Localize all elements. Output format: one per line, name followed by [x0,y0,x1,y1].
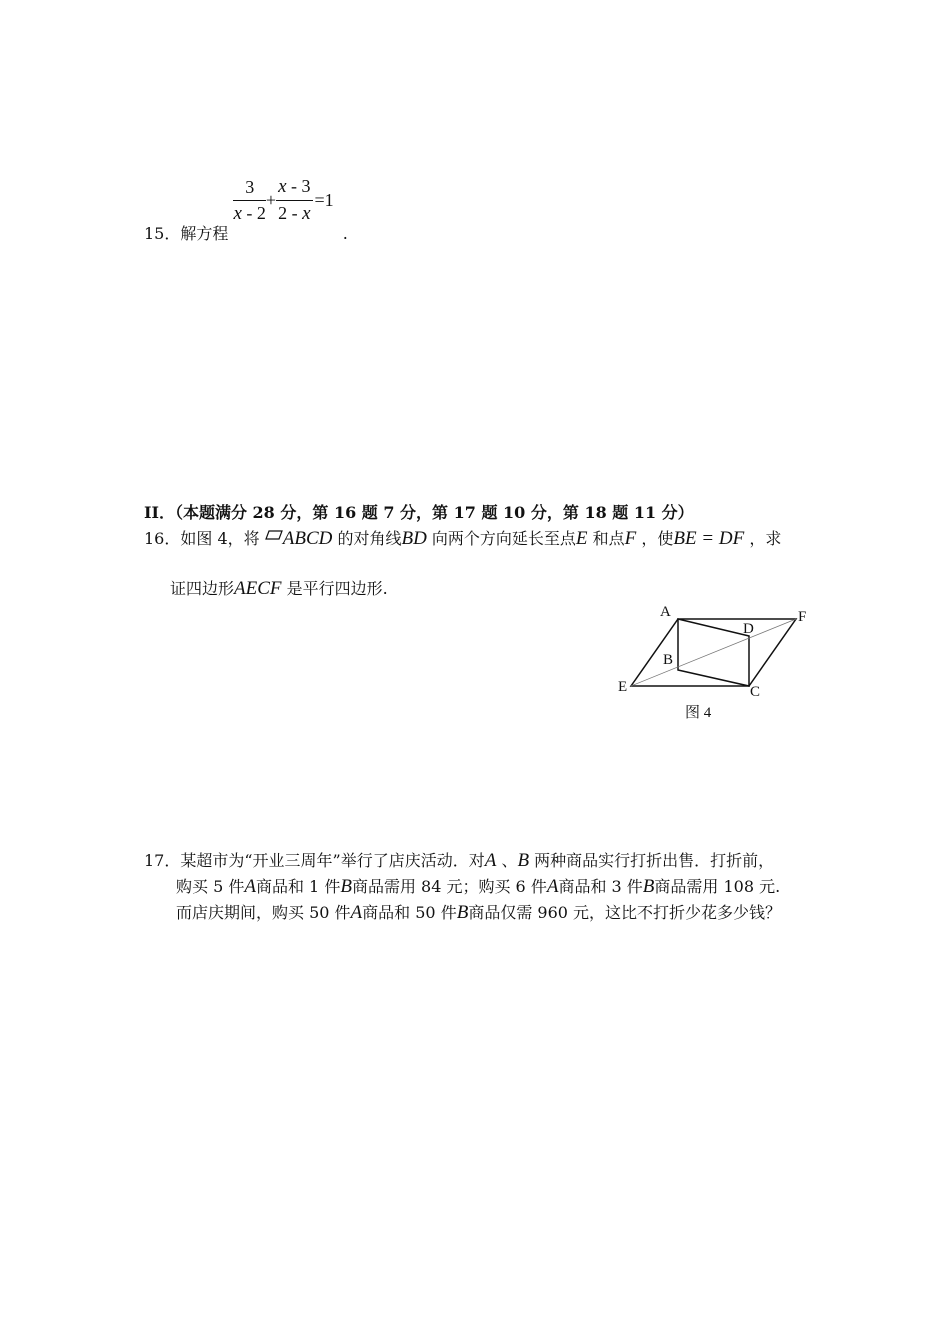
fraction-1-numerator: 3 [233,177,265,201]
label-e: E [618,679,628,695]
fraction-1 [233,177,265,225]
plus-sign: + [265,190,277,210]
equals-one: =1 [314,190,334,210]
diagonal-ef [631,619,796,686]
figure-4-diagram [610,598,820,728]
question-17-line-1: 17．某超市为“开业三周年”举行了店庆活动．对A 、B 两种商品实行打折出售．打折前， [144,850,775,871]
question-16-line-2: 证四边形AECF 是平行四边形. [170,578,388,599]
question-16-number: 16． [144,529,181,548]
label-a: A [660,604,671,620]
question-15-number: 15． [144,224,181,243]
fraction-2-denominator: 2 - x [278,203,311,224]
fraction-2-numerator: x - 3 [276,176,312,201]
fraction-1-denominator: x - 2 [233,202,266,224]
equation [233,176,333,225]
question-15-period: . [342,224,348,243]
label-d: D [743,621,754,637]
fraction-2 [276,176,312,225]
question-16-line-1: 16．如图 4，将 ABCD 的对角线BD 向两个方向延长至点E 和点F ，使BE = DF ，求 [144,526,781,550]
question-17-number: 17． [144,851,181,870]
label-c: C [750,684,761,700]
question-15 [144,176,348,243]
question-17-line-3: 而店庆期间，购买 50 件A商品和 50 件B商品仅需 960 元，这比不打折少花多少钱？ [176,902,782,923]
label-b: B [663,652,674,668]
label-f: F [798,609,807,625]
question-15-text: 解方程 [180,224,229,243]
section-heading: II．（本题满分 28 分，第 16 题 7 分，第 17 题 10 分，第 18 题 11 分） [144,503,694,522]
question-17-line-2: 购买 5 件A商品和 1 件B商品需用 84 元；购买 6 件A商品和 3 件B商品需用 108 元. [176,876,781,897]
parallelogram-symbol [265,525,283,535]
parallelogram-icon [265,530,283,540]
figure-caption: 图 4 [685,705,712,721]
